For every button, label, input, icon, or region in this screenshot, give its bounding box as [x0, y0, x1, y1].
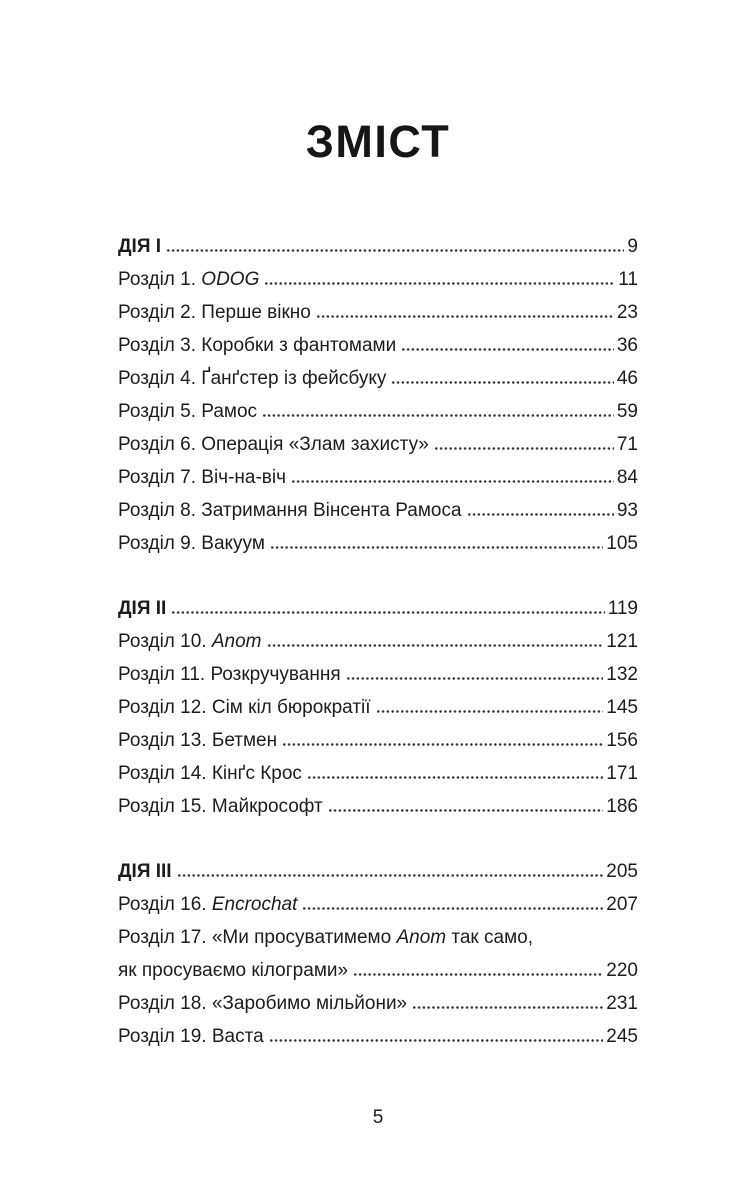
entry-text-italic: Anom [396, 927, 447, 948]
toc-entry-label: Розділ 12. Сім кіл бюрократії [118, 697, 371, 718]
toc-entry [118, 724, 638, 757]
entry-text-italic: Encrochat [211, 894, 298, 915]
toc-entry-page: 171 [606, 763, 638, 784]
folio-page-number: 5 [372, 1107, 384, 1128]
dot-leader [283, 743, 603, 746]
toc-entry [118, 263, 638, 296]
toc-entry [118, 329, 638, 362]
toc-entry-page: 36 [616, 335, 638, 356]
toc-entry-label: Розділ 19. Васта [118, 1026, 264, 1047]
dot-leader [271, 546, 603, 549]
toc-entry-label: Розділ 11. Розкручування [118, 664, 341, 685]
toc-entry-label [118, 263, 259, 296]
toc-entry-label: Розділ 9. Вакуум [118, 533, 265, 554]
toc-entry-page: 156 [606, 730, 638, 751]
section-heading-page: 9 [627, 236, 638, 257]
toc-section-heading [118, 592, 638, 625]
toc-entry-page: 59 [616, 401, 638, 422]
toc-entry-label: Розділ 18. «Заробимо мільйони» [118, 993, 408, 1014]
toc-section-2 [118, 592, 638, 823]
toc-entry-page: 46 [616, 368, 638, 389]
entry-text-italic: Anom [211, 631, 262, 652]
dot-leader [268, 644, 604, 647]
dot-leader [354, 973, 603, 976]
dot-leader [392, 381, 614, 384]
toc-entry-label: як просуваємо кілограми» [118, 960, 349, 981]
toc-entry-label: Розділ 3. Коробки з фантомами [118, 335, 397, 356]
toc-entry [118, 757, 638, 790]
toc-entry [118, 494, 638, 527]
toc-entry [118, 527, 638, 560]
dot-leader [468, 513, 614, 516]
toc-entry-label: Розділ 6. Операція «Злам захисту» [118, 434, 429, 455]
dot-leader [413, 1006, 603, 1009]
toc-entry-page: 121 [606, 631, 638, 652]
toc-entry-page: 145 [606, 697, 638, 718]
toc-entry-label: Розділ 14. Кінґс Крос [118, 763, 302, 784]
dot-leader [402, 348, 614, 351]
section-heading-label: ДІЯ I [118, 236, 162, 257]
toc-entry-label [118, 921, 533, 954]
toc-entry-page: 105 [606, 533, 638, 554]
toc-entry-page: 186 [606, 796, 638, 817]
toc-section-heading [118, 855, 638, 888]
toc-entry-label [118, 625, 262, 658]
toc-entry [118, 296, 638, 329]
dot-leader [172, 611, 604, 614]
dot-leader [263, 414, 614, 417]
toc-entry-label: Розділ 2. Перше вікно [118, 302, 311, 323]
toc-entry [118, 888, 638, 921]
toc-entry-page: 132 [606, 664, 638, 685]
dot-leader [435, 447, 614, 450]
toc-entry-label: Розділ 15. Майкрософт [118, 796, 323, 817]
toc-entry-page: 220 [606, 960, 638, 981]
toc-section-heading [118, 230, 638, 263]
dot-leader [317, 315, 614, 318]
toc-entry-page: 23 [616, 302, 638, 323]
dot-leader [270, 1039, 604, 1042]
toc-entry-label: Розділ 5. Рамос [118, 401, 258, 422]
toc-section-3 [118, 855, 638, 1053]
dot-leader [265, 282, 615, 285]
toc-entry-page: 207 [606, 894, 638, 915]
section-heading-page: 119 [607, 598, 638, 619]
dot-leader [178, 874, 604, 877]
section-heading-page: 205 [606, 861, 638, 882]
toc-entry [118, 625, 638, 658]
dot-leader [329, 809, 604, 812]
table-of-contents [118, 230, 638, 1053]
toc-entry-label: Розділ 7. Віч-на-віч [118, 467, 287, 488]
toc-entry-page: 231 [606, 993, 638, 1014]
toc-section-1 [118, 230, 638, 560]
entry-text-italic: ODOG [201, 269, 260, 290]
section-heading-label: ДІЯ III [118, 861, 172, 882]
toc-entry [118, 790, 638, 823]
entry-text: Розділ 1. [118, 269, 202, 290]
entry-text: так само, [446, 927, 533, 948]
toc-entry [118, 691, 638, 724]
toc-entry-line-2 [118, 954, 638, 987]
toc-entry [118, 461, 638, 494]
dot-leader [377, 710, 604, 713]
entry-text: Розділ 16. [118, 894, 212, 915]
toc-entry-two-line [118, 921, 638, 987]
toc-entry-label: Розділ 13. Бетмен [118, 730, 278, 751]
toc-entry-label [118, 888, 297, 921]
section-heading-label: ДІЯ II [118, 598, 167, 619]
entry-text: Розділ 10. [118, 631, 212, 652]
toc-entry [118, 428, 638, 461]
toc-entry-page: 11 [618, 269, 638, 290]
toc-entry-page: 84 [616, 467, 638, 488]
dot-leader [292, 480, 614, 483]
entry-text: Розділ 17. «Ми просуватимемо [118, 927, 397, 948]
dot-leader [167, 249, 624, 252]
toc-entry-page: 71 [616, 434, 638, 455]
toc-entry [118, 395, 638, 428]
dot-leader [347, 677, 604, 680]
toc-entry [118, 1020, 638, 1053]
toc-entry-page: 93 [616, 500, 638, 521]
toc-entry [118, 362, 638, 395]
toc-entry-label: Розділ 8. Затримання Вінсента Рамоса [118, 500, 462, 521]
toc-entry-line-1 [118, 921, 638, 954]
dot-leader [303, 907, 603, 910]
page-title: ЗМІСТ [305, 116, 451, 167]
toc-entry-page: 245 [606, 1026, 638, 1047]
toc-entry [118, 987, 638, 1020]
dot-leader [308, 776, 603, 779]
toc-entry [118, 658, 638, 691]
toc-entry-label: Розділ 4. Ґанґстер із фейсбуку [118, 368, 387, 389]
